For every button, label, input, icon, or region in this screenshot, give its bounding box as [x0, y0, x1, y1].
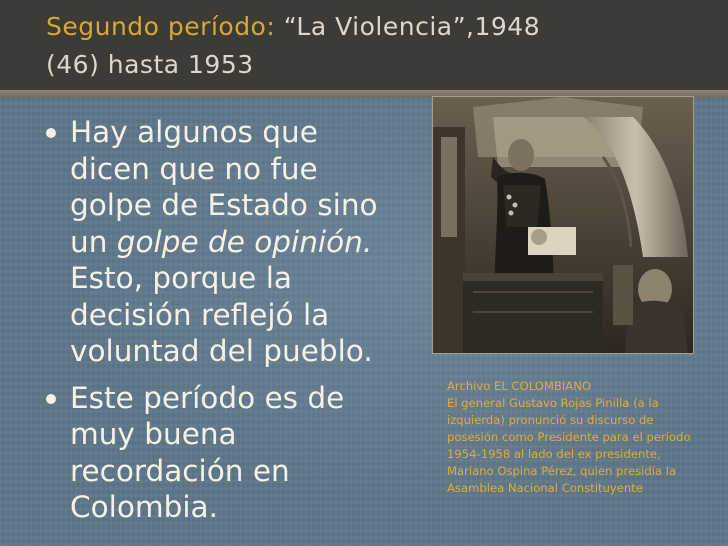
bullet-list [44, 114, 379, 536]
bullet-dot-icon [46, 394, 56, 404]
caption-text: El general Gustavo Rojas Pinilla (a la izquierda) pronunció su discurso de posesión como Presidente para el período 1954-1958 al lado del ex presidente, Mariano Ospina Pérez, quien presidía la Asamblea Nacional Constituyente [447, 396, 691, 495]
bullet-text: Hay algunos que dicen que no fue golpe de Estado sino un [70, 115, 378, 259]
photo-caption [447, 378, 707, 497]
bullet-item [44, 380, 379, 526]
bullet-emphasis: golpe de opinión. [116, 224, 373, 259]
slide-title [46, 8, 706, 84]
caption-source: Archivo EL COLOMBIANO [447, 379, 591, 393]
bullet-item [44, 114, 379, 370]
title-text: “La Violencia”,1948 [275, 12, 541, 41]
photo-illustration [433, 97, 693, 353]
historical-photo [432, 96, 694, 354]
bullet-text: Este período es de muy buena recordación en Colombia. [70, 380, 345, 524]
bullet-dot-icon [46, 128, 56, 138]
title-highlight: Segundo período: [46, 12, 276, 41]
bullet-text: Esto, porque la decisión reflejó la voluntad del pueblo. [70, 261, 373, 368]
title-line-2: (46) hasta 1953 [46, 50, 254, 79]
